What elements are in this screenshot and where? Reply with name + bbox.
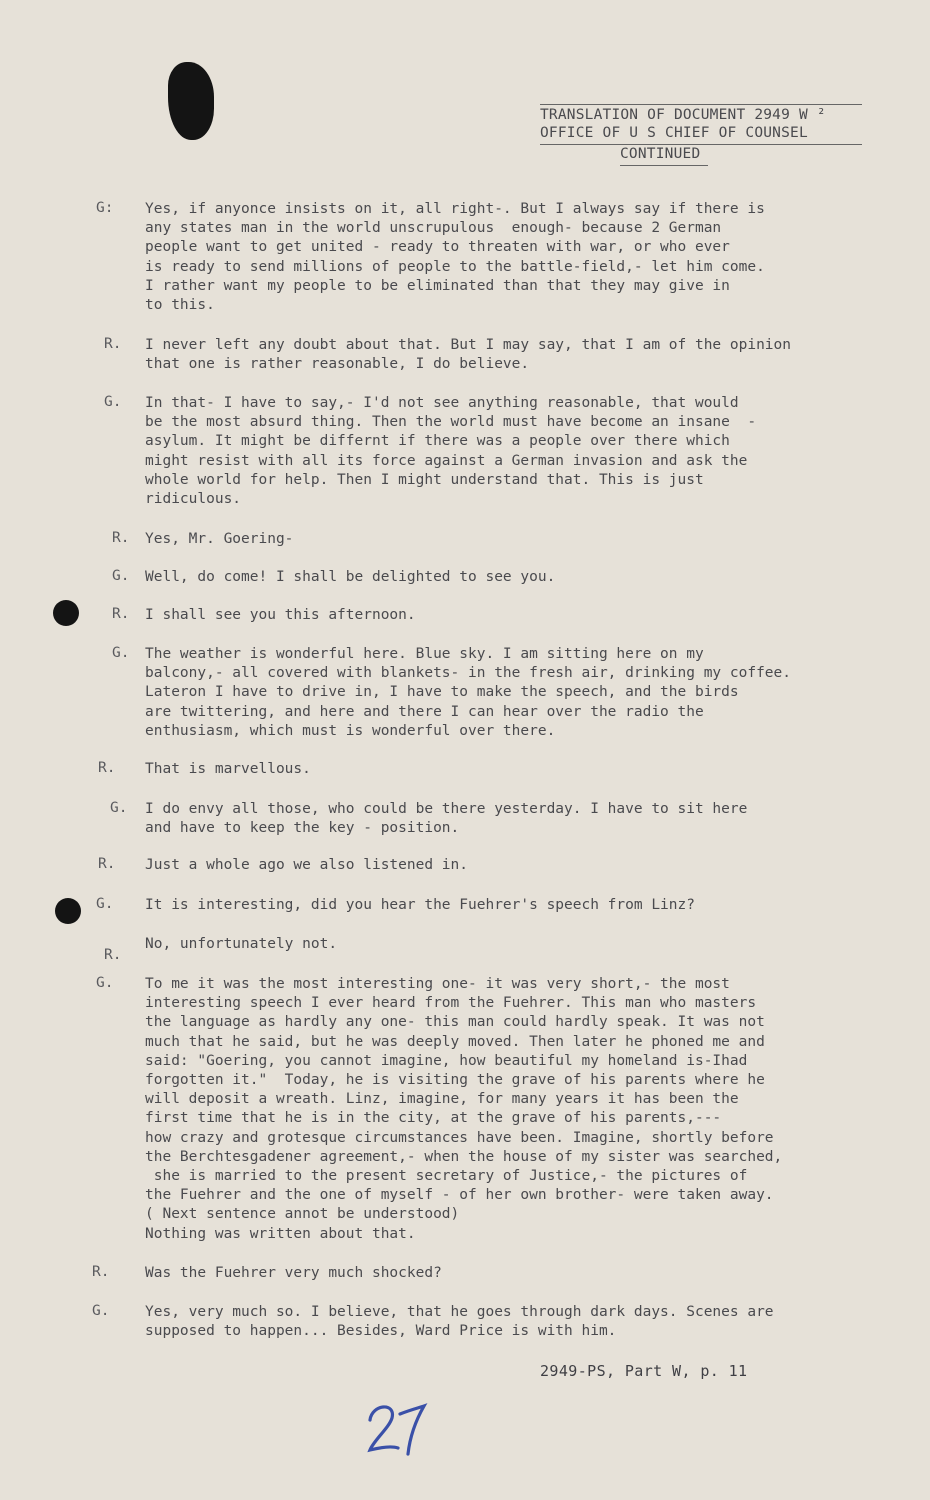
speaker-label: R. — [98, 856, 116, 872]
text-line: To me it was the most interesting one- it was very short,- the most — [145, 976, 730, 992]
speaker-label: G. — [96, 896, 114, 912]
speaker-label: G. — [92, 1303, 110, 1319]
speaker-label: R. — [112, 530, 130, 546]
text-line: ridiculous. — [145, 491, 242, 508]
dialogue-text — [145, 200, 865, 315]
text-line: to this. — [145, 297, 215, 314]
dialogue-text — [145, 856, 865, 875]
punch-hole — [53, 600, 79, 626]
text-line: In that- I have to say,- I'd not see anything reasonable, that would — [145, 395, 739, 411]
speaker-label: G: — [96, 200, 114, 216]
text-line: be the most absurd thing. Then the world must have become an insane - — [145, 414, 757, 431]
text-line: will deposit a wreath. Linz, imagine, for many years it has been the — [145, 1091, 739, 1108]
speaker-label: G. — [96, 975, 114, 991]
text-line: Just a whole ago we also listened in. — [145, 857, 469, 873]
text-line: Lateron I have to drive in, I have to make the speech, and the birds — [145, 684, 739, 701]
text-line: are twittering, and here and there I can hear over the radio the — [145, 703, 704, 720]
speaker-label: R. — [104, 947, 122, 963]
dialogue-text — [145, 1303, 865, 1341]
document-header — [540, 104, 862, 166]
text-line: people want to get united - ready to threaten with war, or who ever — [145, 239, 730, 256]
handwritten-page-number — [362, 1392, 432, 1462]
text-line: Yes, if anyonce insists on it, all right-. But I always say if there is — [145, 201, 765, 217]
text-line: balcony,- all covered with blankets- in the fresh air, drinking my coffee. — [145, 665, 792, 682]
dialogue-text — [145, 935, 865, 954]
text-line: Was the Fuehrer very much shocked? — [145, 1265, 442, 1281]
text-line: Yes, Mr. Goering- — [145, 531, 294, 547]
header-line-1: TRANSLATION OF DOCUMENT 2949 W ² — [540, 107, 826, 123]
text-line: the Berchtesgadener agreement,- when the house of my sister was searched, — [145, 1148, 783, 1165]
text-line: I rather want my people to be eliminated than that they may give in — [145, 277, 730, 294]
text-line: whole world for help. Then I might understand that. This is just — [145, 471, 704, 488]
text-line: interesting speech I ever heard from the Fuehrer. This man who masters — [145, 995, 757, 1012]
dialogue-text — [145, 975, 865, 1244]
text-line: That is marvellous. — [145, 761, 311, 777]
text-line: Yes, very much so. I believe, that he goes through dark days. Scenes are — [145, 1304, 774, 1320]
text-line: much that he said, but he was deeply moved. Then later he phoned me and — [145, 1033, 765, 1050]
speaker-label: G. — [112, 568, 130, 584]
text-line: first time that he is in the city, at the grave of his parents,--- — [145, 1110, 722, 1127]
text-line: and have to keep the key - position. — [145, 820, 460, 837]
text-line: might resist with all its force against a German invasion and ask the — [145, 452, 748, 469]
text-line: Well, do come! I shall be delighted to see you. — [145, 569, 556, 585]
dialogue-text — [145, 645, 865, 741]
speaker-label: G. — [110, 800, 128, 816]
header-line-3: CONTINUED — [620, 146, 701, 162]
speaker-label: R. — [92, 1264, 110, 1280]
text-line: said: "Goering, you cannot imagine, how beautiful my homeland is-Ihad — [145, 1052, 748, 1069]
speaker-label: G. — [112, 645, 130, 661]
text-line: that one is rather reasonable, I do believe. — [145, 356, 530, 373]
text-line: I never left any doubt about that. But I may say, that I am of the opinion — [145, 337, 792, 353]
punch-hole — [55, 898, 81, 924]
document-reference: 2949-PS, Part W, p. 11 — [540, 1362, 748, 1380]
dialogue-text — [145, 760, 865, 779]
dialogue-text — [145, 530, 865, 549]
header-line-2: OFFICE OF U S CHIEF OF COUNSEL — [540, 125, 808, 141]
text-line: how crazy and grotesque circumstances have been. Imagine, shortly before — [145, 1129, 774, 1146]
dialogue-text — [145, 800, 865, 838]
text-line: she is married to the present secretary of Justice,- the pictures of — [145, 1168, 748, 1185]
text-line: supposed to happen... Besides, Ward Price is with him. — [145, 1323, 617, 1340]
text-line: Nothing was written about that. — [145, 1225, 416, 1242]
text-line: any states man in the world unscrupulous enough- because 2 German — [145, 220, 722, 237]
text-line: the Fuehrer and the one of myself - of her own brother- were taken away. — [145, 1187, 774, 1204]
dialogue-text — [145, 1264, 865, 1283]
text-line: It is interesting, did you hear the Fuehrer's speech from Linz? — [145, 897, 695, 913]
text-line: is ready to send millions of people to the battle-field,- let him come. — [145, 258, 765, 275]
text-line: The weather is wonderful here. Blue sky. I am sitting here on my — [145, 646, 704, 662]
dialogue-text — [145, 896, 865, 915]
dialogue-text — [145, 568, 865, 587]
speaker-label: G. — [104, 394, 122, 410]
dialogue-text — [145, 336, 865, 374]
speaker-label: R. — [98, 760, 116, 776]
text-line: forgotten it." Today, he is visiting the grave of his parents where he — [145, 1072, 765, 1089]
text-line: ( Next sentence annot be understood) — [145, 1206, 460, 1223]
dialogue-text — [145, 606, 865, 625]
text-line: I do envy all those, who could be there yesterday. I have to sit here — [145, 801, 748, 817]
text-line: enthusiasm, which must is wonderful over there. — [145, 722, 556, 739]
text-line: I shall see you this afternoon. — [145, 607, 416, 623]
ink-blot — [168, 62, 214, 140]
speaker-label: R. — [112, 606, 130, 622]
speaker-label: R. — [104, 336, 122, 352]
text-line: the language as hardly any one- this man could hardly speak. It was not — [145, 1014, 765, 1031]
text-line: No, unfortunately not. — [145, 936, 338, 952]
text-line: asylum. It might be differnt if there was a people over there which — [145, 433, 730, 450]
dialogue-text — [145, 394, 865, 509]
